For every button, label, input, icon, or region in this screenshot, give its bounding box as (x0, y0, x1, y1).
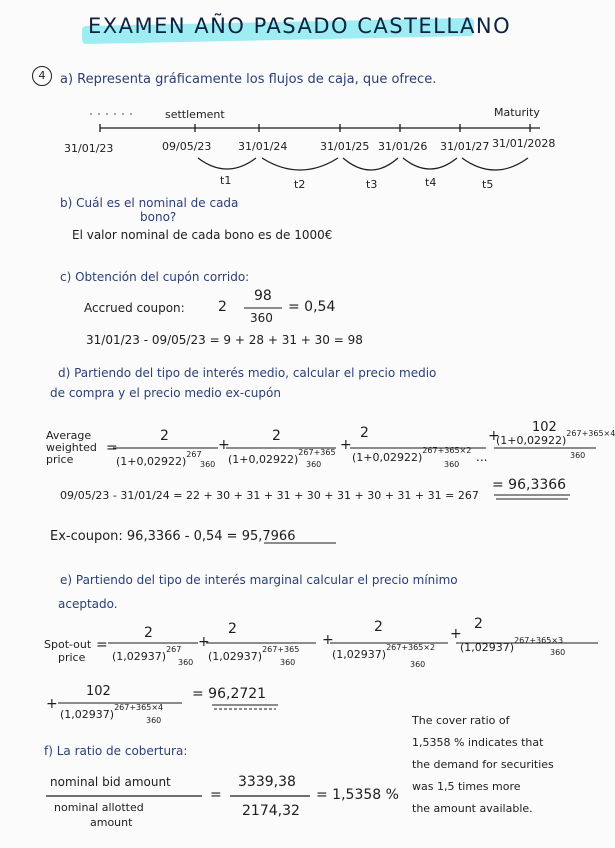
avg-label-line1: Average (46, 429, 92, 442)
note-line1: The cover ratio of (412, 714, 510, 727)
part-b-question-line2: bono? (140, 210, 177, 224)
d-term2-exp: 267+365 (298, 448, 336, 457)
question-number: 4 (38, 69, 46, 82)
accrued-label: Accrued coupon: (84, 301, 185, 315)
period-t4: t4 (425, 176, 437, 189)
part-e-total: = 96,2721 (192, 686, 267, 702)
spot-label-line2: price (58, 651, 86, 664)
avg-label-line3: price (46, 453, 74, 466)
ratio-numerator-value: 3339,38 (238, 774, 296, 790)
part-e-question-line1: e) Partiendo del tipo de interés marginal calcular el precio mínimo (60, 573, 458, 587)
plus-2: + (340, 437, 352, 453)
d-term1-exp-den: 360 (200, 460, 216, 469)
part-b-question-line1: b) Cuál es el nominal de cada (60, 196, 239, 210)
d-term4-numerator: 102 (532, 420, 557, 435)
note-line5: the amount available. (412, 802, 533, 815)
part-f-question: f) La ratio de cobertura: (44, 744, 188, 758)
d-term1-base (116, 450, 202, 468)
plus-e3: + (450, 626, 462, 642)
e-term2-exp: 267+365 (262, 645, 300, 654)
d-term2-exp-den: 360 (306, 460, 322, 469)
equals-e: = (96, 637, 108, 653)
e-term3-exp: 267+365×2 (386, 643, 436, 652)
e-term1-exp: 267 (166, 645, 182, 654)
plus-e1: + (198, 634, 210, 650)
cover-ratio-note (412, 710, 554, 820)
plus-3: + (488, 428, 500, 444)
accrued-result: = 0,54 (288, 299, 336, 315)
e-term2-exp-den: 360 (280, 658, 296, 667)
e-term4-exp-den: 360 (550, 648, 566, 657)
ratio-denominator-value: 2174,32 (242, 803, 300, 819)
date-6: 31/01/27 (440, 140, 490, 153)
equals-f: = (210, 787, 222, 803)
date-5: 31/01/26 (378, 140, 428, 153)
d-term1-base-text: (1+0,02922) (116, 455, 187, 468)
d-term1-exp: 267 (186, 450, 202, 459)
e-term5-numerator: 102 (86, 684, 111, 699)
avg-label-line2: weighted (46, 441, 97, 454)
e-term1-base-text: (1,02937) (112, 650, 167, 663)
d-term4-exp: 267+365×4 (566, 429, 615, 438)
accrued-numerator: 98 (254, 288, 272, 304)
e-term5-exp-den: 360 (146, 716, 162, 725)
date-2: 09/05/23 (162, 140, 212, 153)
e-term4-exp: 267+365×3 (514, 636, 564, 645)
settlement-label: settlement (165, 108, 225, 121)
plus-e2: + (322, 632, 334, 648)
accrued-denominator: 360 (250, 311, 273, 325)
e-term4-base-text: (1,02937) (460, 641, 515, 654)
e-term1-numerator: 2 (144, 625, 153, 641)
period-t1: t1 (220, 174, 232, 187)
d-term1-numerator: 2 (160, 428, 169, 444)
d-term2-numerator: 2 (272, 428, 281, 444)
part-e-question-line2: aceptado. (58, 597, 118, 611)
part-d-days-calc: 09/05/23 - 31/01/24 = 22 + 30 + 31 + 31 + 30 + 31 + 30 + 31 + 31 = 267 (60, 489, 479, 502)
e-term3-exp-den: 360 (410, 660, 426, 669)
ratio-den-line1: nominal allotted (54, 801, 144, 814)
date-1: 31/01/23 (64, 142, 114, 155)
e-term2-base-text: (1,02937) (208, 650, 263, 663)
part-d-question-line1: d) Partiendo del tipo de interés medio, calcular el precio medio (58, 366, 437, 380)
part-c-question: c) Obtención del cupón corrido: (60, 270, 250, 284)
e-term5-exp: 267+365×4 (114, 703, 164, 712)
maturity-label: Maturity (494, 106, 540, 119)
part-d-total: = 96,3366 (492, 477, 567, 493)
part-d-excoupon: Ex-coupon: 96,3366 - 0,54 = 95,7966 (50, 529, 296, 544)
part-c-days-calc: 31/01/23 - 09/05/23 = 9 + 28 + 31 + 30 = 98 (86, 333, 363, 347)
d-dots: ... (476, 450, 488, 464)
ratio-den-line2: amount (90, 816, 133, 829)
accrued-factor: 2 (218, 299, 227, 315)
spot-label-line1: Spot-out (44, 638, 92, 651)
plus-1: + (218, 437, 230, 453)
note-line2: 1,5358 % indicates that (412, 736, 544, 749)
e-term2-numerator: 2 (228, 621, 237, 637)
average-weighted-price-label (46, 430, 97, 466)
equals-d: = (106, 440, 118, 456)
e-term3-numerator: 2 (374, 619, 383, 635)
ratio-denominator-label (54, 800, 144, 830)
d-term3-base-text: (1+0,02922) (352, 451, 423, 464)
e-term3-base-text: (1,02937) (332, 648, 387, 661)
part-d-question-line2: de compra y el precio medio ex-cupón (50, 386, 281, 400)
d-term4-base-text: (1+0,02922) (496, 434, 567, 447)
page-title: EXAMEN AÑO PASADO CASTELLANO (88, 14, 512, 38)
e-term1-exp-den: 360 (178, 658, 194, 667)
period-t2: t2 (294, 178, 306, 191)
ratio-result: = 1,5358 % (316, 787, 399, 803)
part-a-question: a) Representa gráficamente los flujos de caja, que ofrece. (60, 72, 437, 87)
date-4: 31/01/25 (320, 140, 370, 153)
e-term4-numerator: 2 (474, 616, 483, 632)
date-7: 31/01/2028 (492, 137, 556, 150)
d-term3-exp: 267+365×2 (422, 446, 472, 455)
period-t5: t5 (482, 178, 494, 191)
date-3: 31/01/24 (238, 140, 288, 153)
e-term5-base-text: (1,02937) (60, 708, 115, 721)
ratio-numerator-label: nominal bid amount (50, 775, 171, 789)
d-term4-exp-den: 360 (570, 451, 586, 460)
spot-out-price-label (44, 638, 91, 664)
plus-e4: + (46, 696, 58, 712)
note-line4: was 1,5 times more (412, 780, 521, 793)
e-term1-base (112, 645, 182, 663)
d-term3-numerator: 2 (360, 425, 369, 441)
d-term3-exp-den: 360 (444, 460, 460, 469)
note-line3: the demand for securities (412, 758, 554, 771)
period-t3: t3 (366, 178, 378, 191)
part-b-answer: El valor nominal de cada bono es de 1000€ (72, 228, 333, 242)
d-term2-base-text: (1+0,02922) (228, 453, 299, 466)
